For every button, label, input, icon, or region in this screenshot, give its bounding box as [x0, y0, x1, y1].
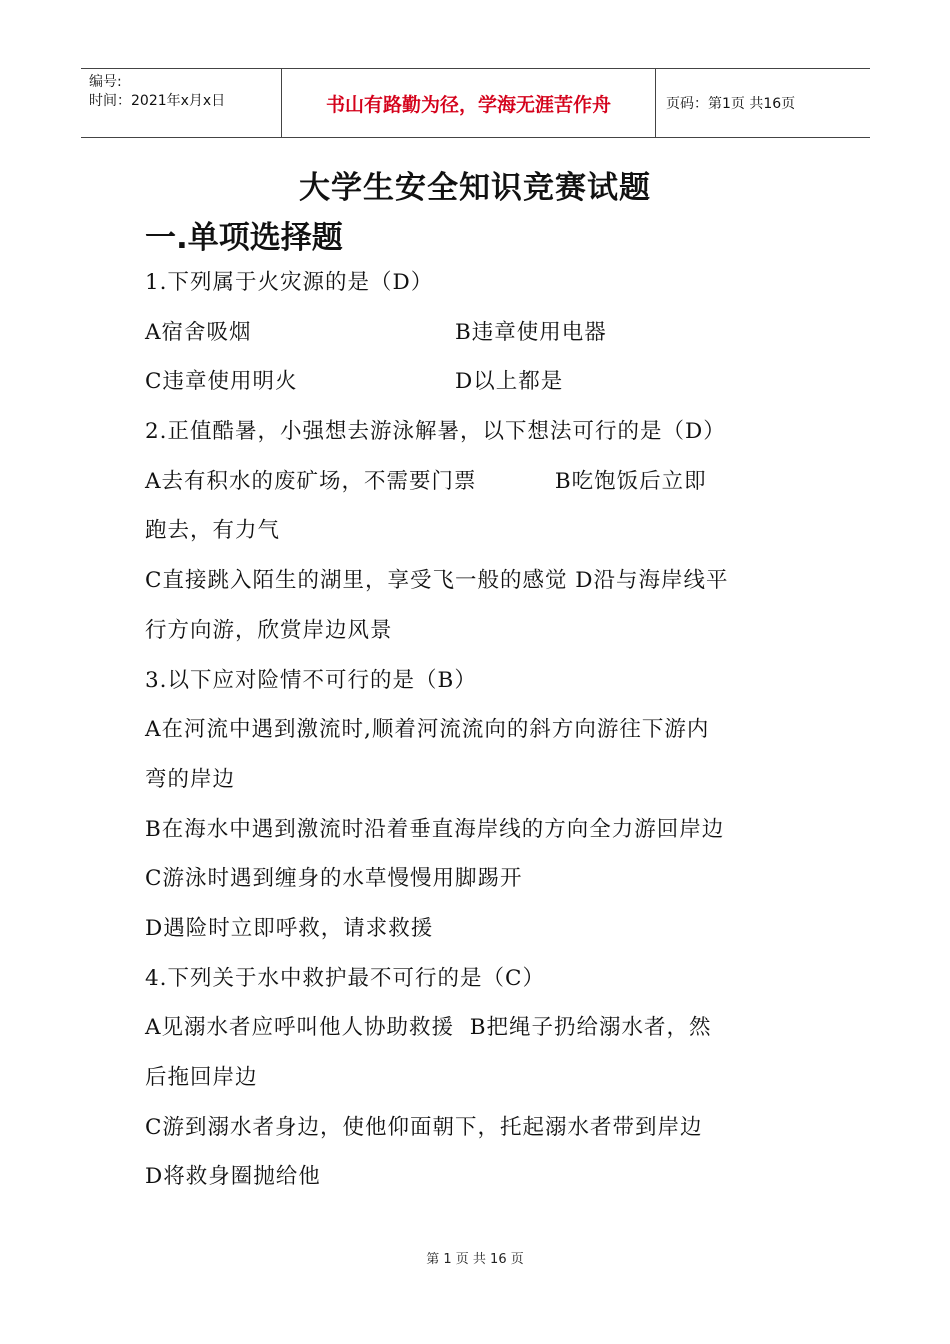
page-footer: 第 1 页 共 16 页	[426, 1252, 524, 1267]
header-motto: 书山有路勤为径，学海无涯苦作舟	[282, 69, 656, 137]
question-stem: 3.以下应对险情不可行的是（B）	[145, 667, 477, 693]
section-title: 一.单项选择题	[145, 220, 343, 256]
option-line: A去有积水的废矿场，不需要门票 B吃饱饭后立即	[145, 468, 707, 494]
option-b: B违章使用电器	[455, 319, 607, 345]
document-title: 大学生安全知识竞赛试题	[299, 170, 651, 206]
option-line: 跑去，有力气	[145, 518, 281, 544]
header-page-info: 页码：第1页 共16页	[666, 96, 796, 112]
question-stem: 2.正值酷暑，小强想去游泳解暑，以下想法可行的是（D）	[145, 419, 726, 445]
option-line: C游泳时遇到缠身的水草慢慢用脚踢开	[145, 866, 523, 892]
option-line: B在海水中遇到激流时沿着垂直海岸线的方向全力游回岸边	[145, 816, 725, 842]
question-stem: 1.下列属于火灾源的是（D）	[145, 270, 434, 295]
header-meta	[81, 69, 282, 137]
option-line: A见溺水者应呼叫他人协助救援 B把绳子扔给溺水者，然	[145, 1015, 712, 1041]
option-line: C游到溺水者身边，使他仰面朝下，托起溺水者带到岸边	[145, 1114, 703, 1140]
option-row	[145, 357, 815, 407]
page-header	[81, 68, 870, 138]
option-line: C直接跳入陌生的湖里，享受飞一般的感觉 D沿与海岸线平	[145, 568, 729, 594]
option-line: D将救身圈抛给他	[145, 1164, 321, 1190]
question-list	[145, 258, 815, 1202]
option-line: A在河流中遇到激流时,顺着河流流向的斜方向游往下游内	[145, 717, 710, 743]
option-c: C违章使用明火	[145, 369, 298, 395]
doc-number-label: 编号:	[89, 74, 122, 90]
question-stem: 4.下列关于水中救护最不可行的是（C）	[145, 965, 545, 991]
option-line: 行方向游，欣赏岸边风景	[145, 617, 393, 643]
option-line: 弯的岸边	[145, 766, 236, 792]
option-d: D以上都是	[455, 369, 564, 395]
option-line: D遇险时立即呼救，请求救援	[145, 915, 434, 941]
option-row	[145, 308, 815, 358]
doc-date-label: 时间：2021年x月x日	[89, 93, 226, 109]
option-a: A宿舍吸烟	[145, 319, 252, 345]
option-line: 后拖回岸边	[145, 1065, 258, 1090]
